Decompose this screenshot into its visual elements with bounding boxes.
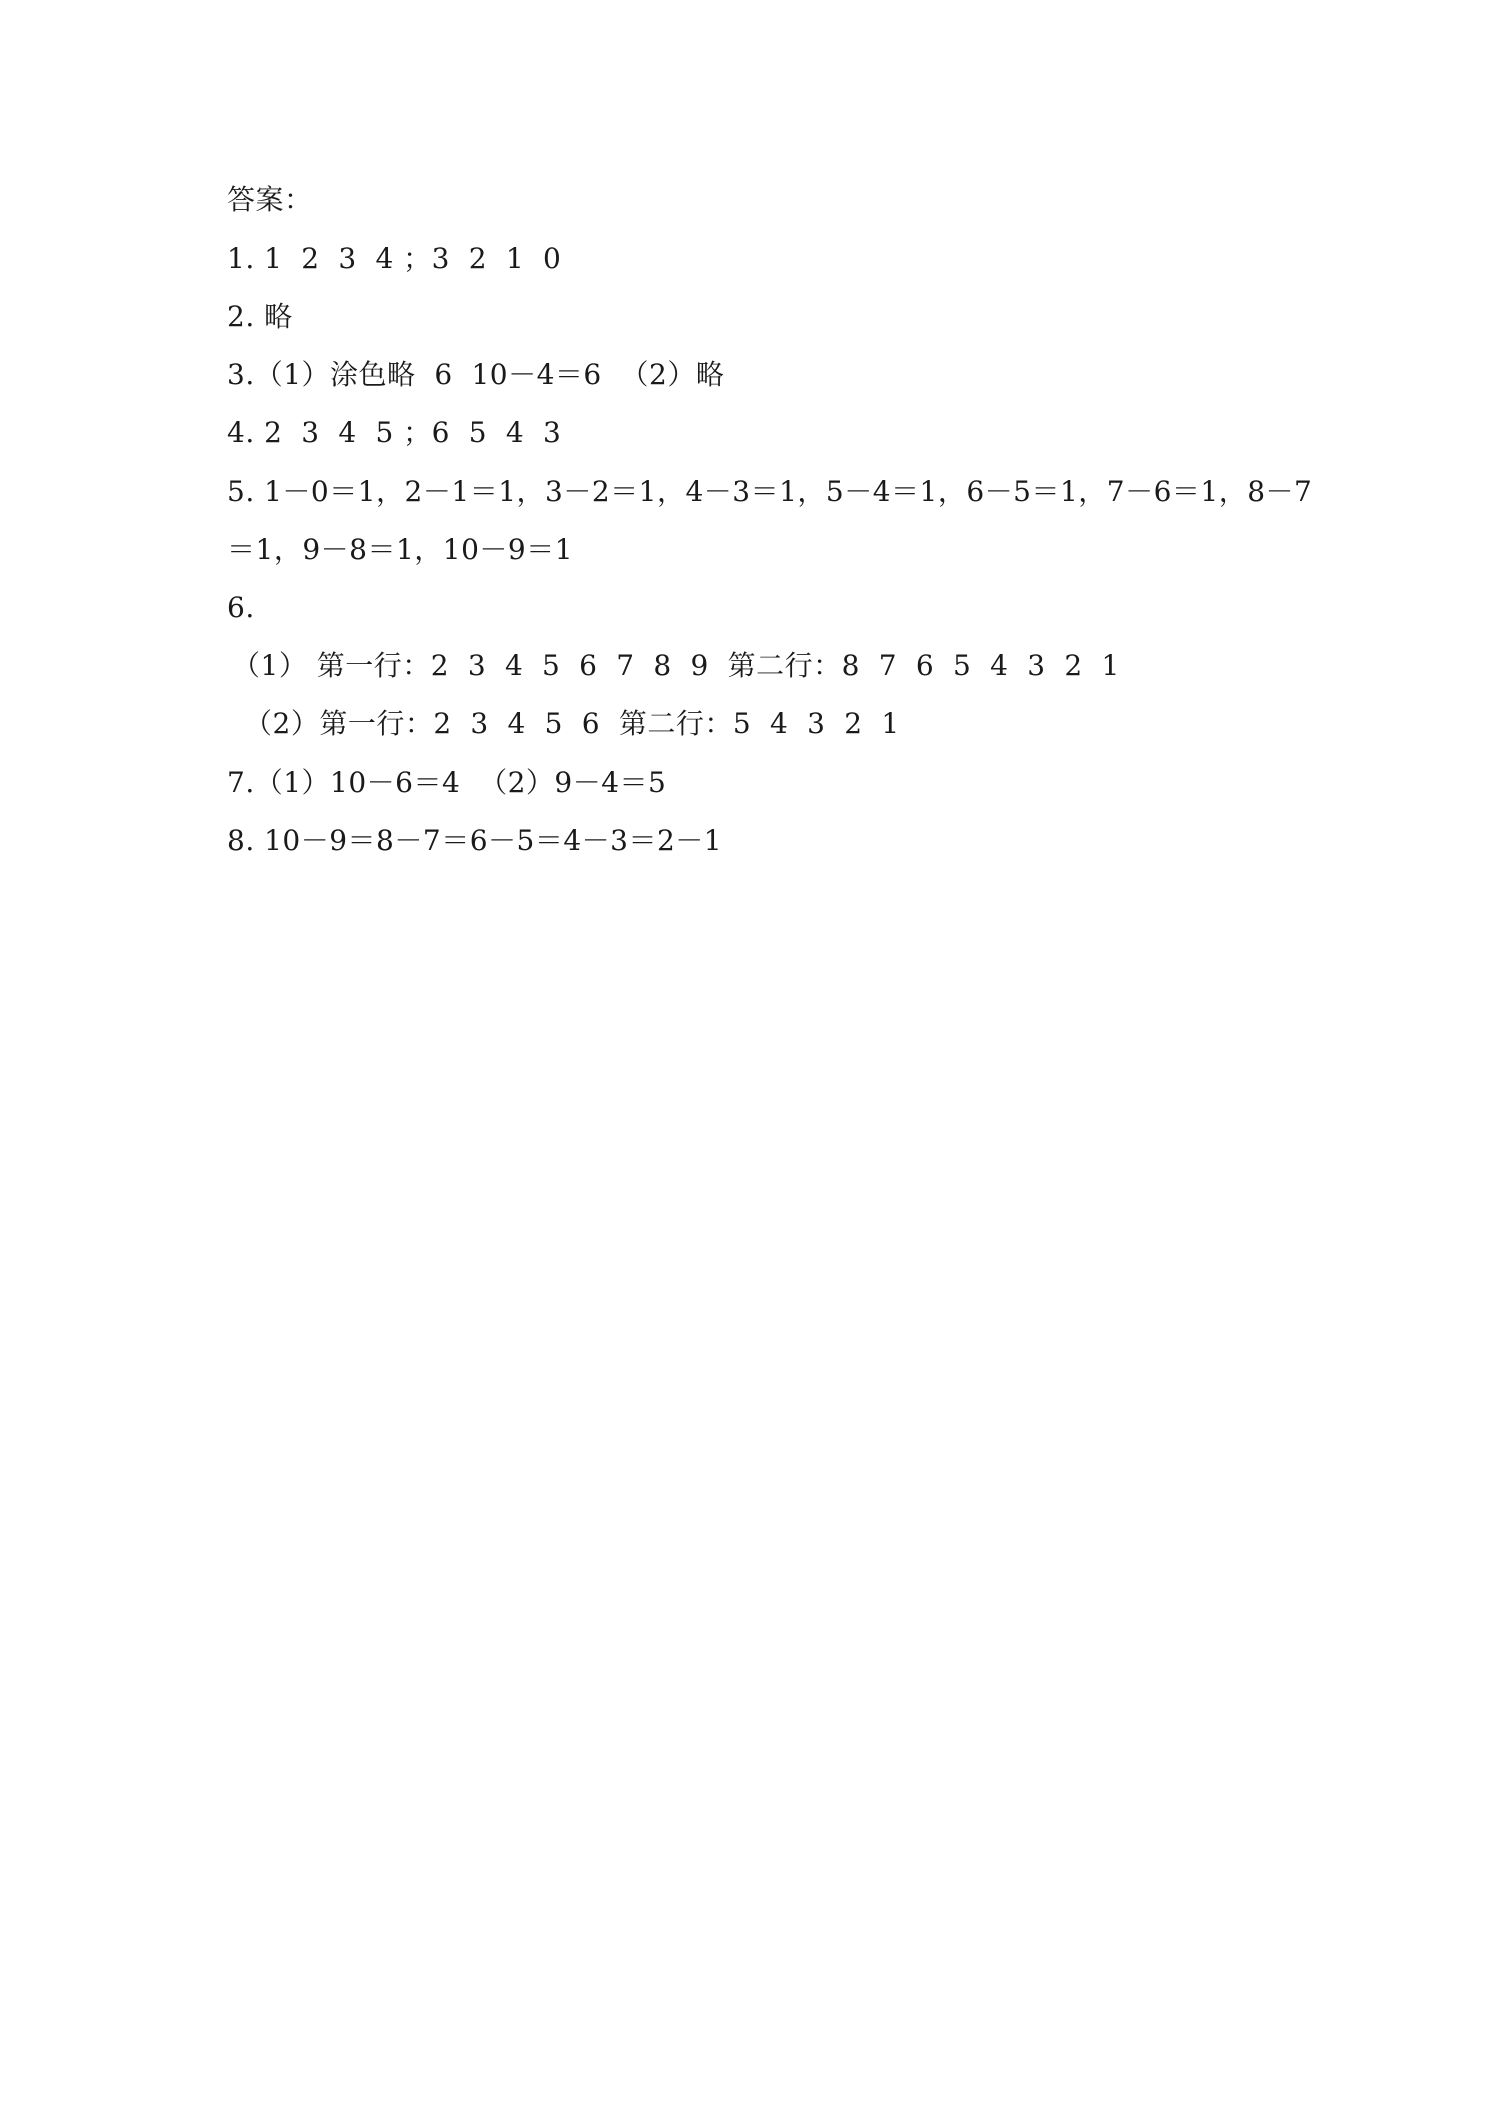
answer-line-4: 4. 2 3 4 5 ；6 5 4 3	[227, 416, 562, 449]
answer-line-7: 7.（1）10－6＝4 （2）9－4＝5	[227, 766, 667, 799]
answer-line-2: 2. 略	[227, 300, 293, 333]
answer-line-6: 6.	[227, 591, 255, 624]
answer-line-1: 1. 1 2 3 4 ；3 2 1 0	[227, 242, 562, 275]
answer-line-6-part-1: （1） 第一行：2 3 4 5 6 7 8 9 第二行：8 7 6 5 4 3 2 1	[232, 649, 1120, 682]
answer-line-5: 5. 1－0＝1，2－1＝1，3－2＝1，4－3＝1，5－4＝1，6－5＝1，7－6＝1，8－7	[227, 475, 1313, 508]
answer-line-6-part-2: （2）第一行：2 3 4 5 6 第二行：5 4 3 2 1	[244, 707, 900, 740]
answer-line-5-continued: ＝1，9－8＝1，10－9＝1	[227, 533, 574, 566]
answer-line-8: 8. 10－9＝8－7＝6－5＝4－3＝2－1	[227, 824, 723, 857]
answer-line-3: 3.（1）涂色略 6 10－4＝6 （2）略	[227, 358, 725, 391]
answers-heading: 答案：	[227, 183, 313, 216]
